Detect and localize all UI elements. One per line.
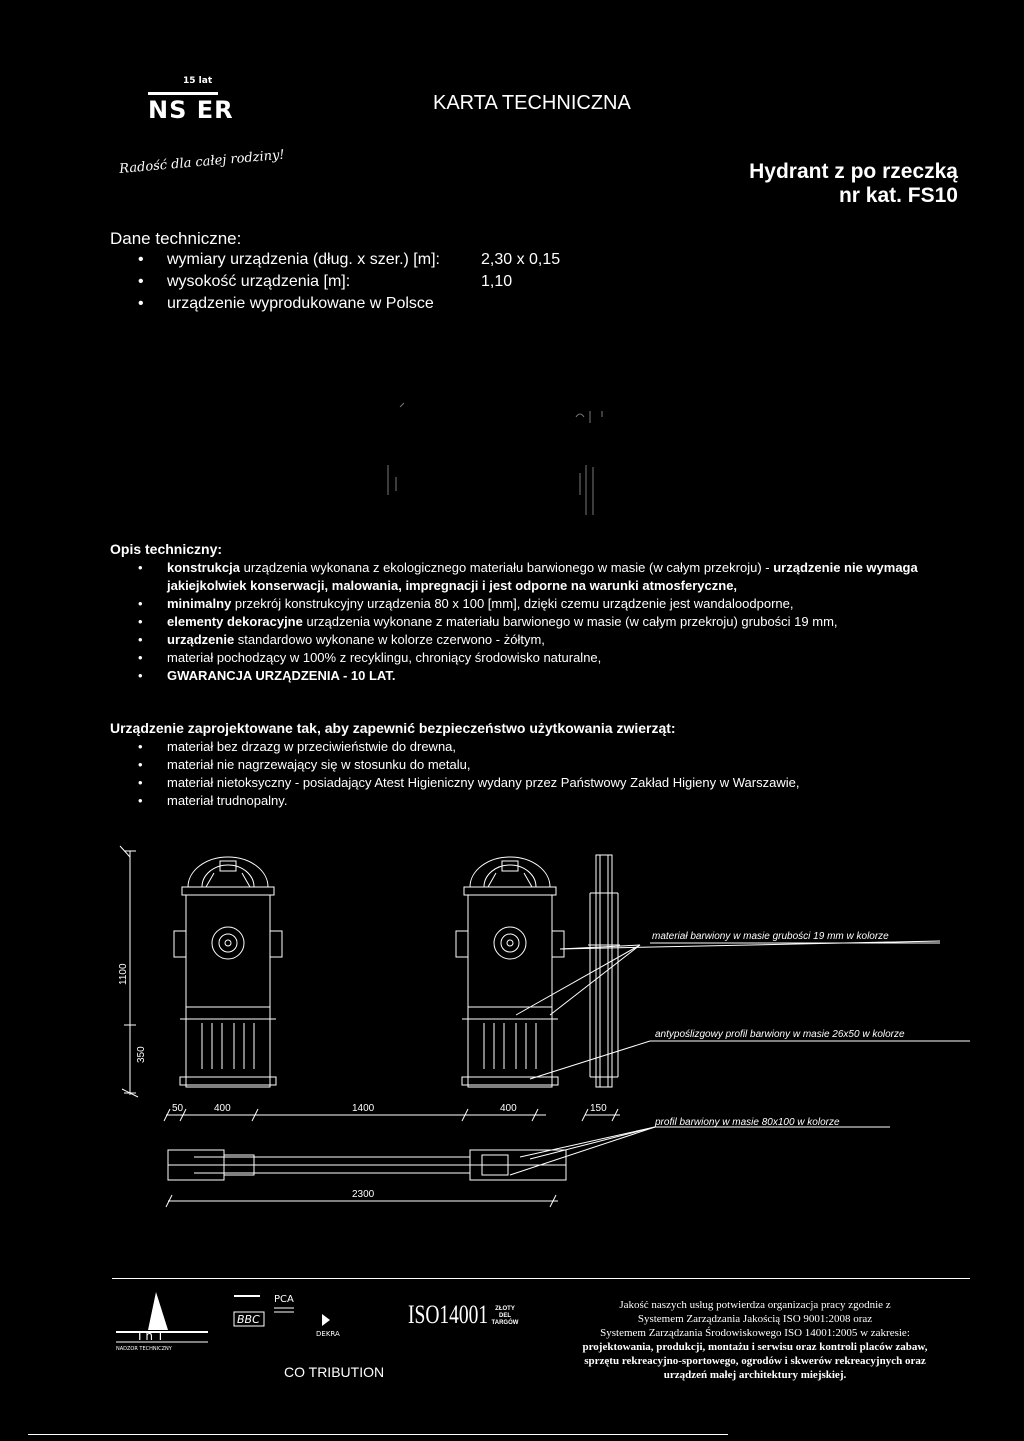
- dekra-text: DEKRA: [316, 1330, 340, 1338]
- bbc-certificate: [230, 1292, 300, 1332]
- safety-item: • materiał nie nagrzewający się w stosunku do metalu,: [110, 756, 980, 774]
- company-logo: NS ER: [148, 96, 234, 124]
- dekra-logo: [316, 1310, 366, 1340]
- dim-1400: 1400: [352, 1103, 375, 1114]
- tagline: Radość dla całej rodziny!: [118, 147, 286, 177]
- spec-row: [110, 295, 434, 317]
- product-photo: [380, 395, 640, 525]
- product-code: nr kat. FS10: [838, 184, 958, 207]
- hydrant-right: [456, 857, 564, 1087]
- description-heading: Opis techniczny:: [110, 541, 223, 557]
- spec-row: [110, 273, 513, 295]
- dim-400-left: 400: [214, 1103, 231, 1114]
- note-antislip: antypoślizgowy profil barwiony w masie 26x50 w kolorze: [655, 1029, 905, 1040]
- product-heading: [749, 160, 958, 208]
- footer-divider: [112, 1278, 970, 1279]
- product-name: Hydrant z po rzeczką: [749, 160, 958, 183]
- technical-description: [110, 541, 980, 685]
- int-logo-sub: NADZOR TECHNICZNY: [116, 1346, 172, 1350]
- description-item: • GWARANCJA URZĄDZENIA - 10 LAT.: [110, 667, 980, 685]
- dim-height: 1100: [118, 963, 129, 985]
- award-mark: ZŁOTY DEL TARGÓW: [491, 1306, 519, 1326]
- hydrant-left: [174, 857, 282, 1087]
- int-logo-text: I n T: [138, 1329, 165, 1343]
- note-material: materiał barwiony w masie grubości 19 mm w kolorze: [652, 931, 889, 942]
- spec-value: 2,30 x 0,15: [481, 251, 561, 268]
- safety-item: • materiał nietoksyczny - posiadający Atest Higieniczny wydany przez Państwowy Zakład Higieny w Warszawie,: [110, 774, 980, 792]
- dim-base: 350: [136, 1046, 147, 1063]
- spec-value: 1,10: [481, 273, 513, 290]
- bbc-text: BBC: [237, 1313, 260, 1326]
- page-bottom-line: [28, 1434, 728, 1435]
- spec-label: urządzenie wyprodukowane w Polsce: [167, 295, 434, 312]
- quality-statement: Jakość naszych usług potwierdza organizacja pracy zgodnie z Systemem Zarządzania Jakością ISO 9001:2008 oraz Systemem Zarządzania Środowiskowego ISO 14001:2005 w zakresie: projektowania, produkcji, montażu i serwisu oraz kontroli placów zabaw, sprzętu rekreacyjno-sportowego, ogrodów i skwerów rekreacyjnych oraz urządzeń małej architektury miejskiej.: [582, 1299, 928, 1381]
- safety-heading: Urządzenie zaprojektowane tak, aby zapewnić bezpieczeństwo użytkowania zwierząt:: [110, 720, 676, 736]
- plan-view: [168, 1150, 566, 1180]
- document-title: KARTA TECHNICZNA: [433, 92, 631, 114]
- logo-bar: [148, 92, 218, 95]
- spec-row: [110, 251, 561, 273]
- iso-14001-mark: ISO14001: [408, 1300, 489, 1329]
- description-item: • konstrukcja urządzenia wykonana z ekologicznego materiału barwionego w masie (w całym przekroju) - urządzenie nie wymaga jakiejkolwiek konserwacji, malowania, impregnacji i jest odporne na warunki atmosferyczne,: [110, 559, 980, 595]
- description-item: • elementy dekoracyjne urządzenia wykonane z materiału barwionego w masie (w całym przekroju) grubości 19 mm,: [110, 613, 980, 631]
- description-item: • urządzenie standardowo wykonane w kolorze czerwono - żółtym,: [110, 631, 980, 649]
- dim-50: 50: [172, 1103, 184, 1114]
- int-logo: [112, 1290, 212, 1350]
- dim-150: 150: [590, 1103, 607, 1114]
- technical-data-heading: Dane techniczne:: [110, 229, 242, 248]
- contribution-mark: CO TRIBUTION: [284, 1364, 385, 1380]
- spec-label: wymiary urządzenia (dług. x szer.) [m]:: [167, 251, 440, 268]
- bullet-icon: •: [138, 273, 144, 290]
- spec-label: wysokość urządzenia [m]:: [167, 273, 351, 290]
- note-profile: profil barwiony w masie 80x100 w kolorze: [655, 1117, 840, 1128]
- logo-years: 15 lat: [183, 76, 213, 86]
- technical-drawing: [110, 845, 980, 1265]
- dim-2300: 2300: [352, 1189, 375, 1200]
- description-item: • materiał pochodzący w 100% z recyklingu, chroniący środowisko naturalne,: [110, 649, 980, 667]
- description-item: • minimalny przekrój konstrukcyjny urządzenia 80 x 100 [mm], dzięki czemu urządzenie jest wandaloodporne,: [110, 595, 980, 613]
- pca-text: PCA: [274, 1294, 294, 1305]
- bullet-icon: •: [138, 295, 144, 312]
- dim-400-right: 400: [500, 1103, 517, 1114]
- safety-item: • materiał bez drzazg w przeciwieństwie do drewna,: [110, 738, 980, 756]
- safety-item: • materiał trudnopalny.: [110, 792, 980, 810]
- technical-data: [110, 229, 561, 317]
- bullet-icon: •: [138, 251, 144, 268]
- safety-section: [110, 720, 980, 810]
